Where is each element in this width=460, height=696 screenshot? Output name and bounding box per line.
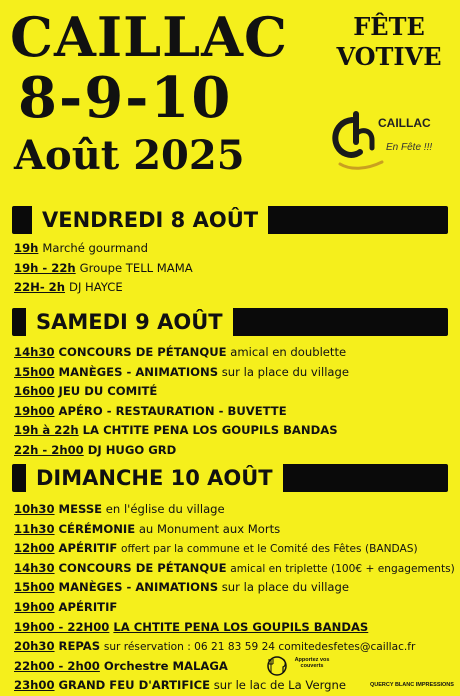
town-title: CAILLAC — [10, 5, 288, 69]
fete-votive-heading — [330, 12, 448, 72]
event-time: 22H- 2h — [14, 280, 66, 295]
event-time: 19h00 — [14, 403, 55, 418]
printer-credit: QUERCY BLANC IMPRESSIONS — [370, 682, 454, 688]
event-name: LA CHTITE PENA LOS GOUPILS BANDAS — [82, 423, 338, 438]
event-name: APÉRITIF — [58, 541, 118, 556]
events-dimanche — [14, 500, 455, 696]
event-row — [14, 618, 450, 638]
logo-name: CAILLAC — [378, 116, 431, 130]
event-time: 14h30 — [14, 560, 55, 575]
event-row — [14, 520, 450, 540]
event-row — [14, 441, 450, 461]
event-time: 12h00 — [14, 541, 55, 556]
events-samedi — [14, 343, 450, 461]
event-name: MANÈGES - ANIMATIONS — [58, 364, 219, 379]
event-time: 19h à 22h — [14, 423, 79, 438]
event-time: 20h30 — [14, 639, 55, 654]
votive-label: VOTIVE — [336, 42, 442, 71]
event-desc: sur la place du village — [221, 580, 350, 595]
event-row — [14, 539, 450, 559]
event-time: 22h - 2h00 — [14, 442, 84, 457]
event-name: GRAND FEU D'ARTIFICE — [58, 678, 211, 693]
event-desc: Orchestre MALAGA — [103, 658, 228, 673]
event-desc: Groupe TELL MAMA — [79, 260, 193, 275]
event-name: CONCOURS DE PÉTANQUE — [58, 345, 227, 359]
day-title: DIMANCHE 10 AOÛT — [26, 464, 283, 492]
event-desc: au Monument aux Morts — [138, 521, 281, 536]
event-row — [14, 598, 450, 618]
logo-mark-icon — [326, 108, 386, 178]
event-time: 16h00 — [14, 384, 55, 399]
event-time: 15h00 — [14, 580, 55, 595]
events-vendredi — [14, 239, 450, 298]
event-row — [14, 363, 450, 383]
logo-tagline: En Fête !!! — [386, 142, 433, 153]
event-row — [14, 559, 455, 579]
event-row — [14, 259, 450, 279]
event-time: 15h00 — [14, 364, 55, 379]
event-desc: amical en triplette (100€ + engagements) — [230, 562, 455, 575]
fete-label: FÊTE — [353, 12, 425, 41]
cutlery-icon — [262, 655, 292, 677]
event-time: 19h — [14, 241, 39, 255]
event-name: MANÈGES - ANIMATIONS — [58, 580, 219, 595]
event-desc: sur la place du village — [221, 364, 350, 379]
event-desc: sur réservation : 06 21 83 59 24 comitedesfetes@caillac.fr — [103, 641, 416, 654]
day-banner-vendredi — [12, 206, 448, 234]
event-row — [14, 343, 450, 363]
event-name: MESSE — [58, 502, 103, 516]
event-row — [14, 382, 450, 402]
event-time: 11h30 — [14, 521, 55, 536]
event-desc: amical en doublette — [230, 345, 347, 359]
event-desc: Marché gourmand — [42, 241, 149, 255]
event-name: LA CHTITE PENA LOS GOUPILS BANDAS — [113, 619, 369, 634]
event-time: 10h30 — [14, 502, 55, 516]
event-name: CONCOURS DE PÉTANQUE — [58, 560, 227, 575]
event-time: 19h00 — [14, 599, 55, 614]
event-time: 22h00 - 2h00 — [14, 658, 100, 673]
month-year-title: Août 2025 — [14, 132, 245, 179]
event-name: APÉRITIF — [58, 599, 118, 614]
event-time: 19h00 - 22H00 — [14, 619, 110, 634]
event-row — [14, 239, 450, 259]
event-name: DJ HUGO GRD — [87, 442, 177, 457]
event-desc: offert par la commune et le Comité des Fêtes (BANDAS) — [121, 543, 418, 556]
day-banner-dimanche — [12, 464, 448, 492]
event-name: CÉRÉMONIE — [58, 521, 136, 536]
event-row — [14, 637, 450, 657]
event-time: 14h30 — [14, 345, 55, 359]
event-row — [14, 278, 450, 298]
event-row — [14, 402, 450, 422]
event-time: 19h - 22h — [14, 260, 76, 275]
dates-title: 8-9-10 — [18, 65, 233, 131]
event-row — [14, 657, 450, 677]
event-row — [14, 421, 450, 441]
event-name: APÉRO - RESTAURATION - BUVETTE — [58, 403, 287, 418]
day-title: SAMEDI 9 AOÛT — [26, 308, 233, 336]
event-row — [14, 500, 450, 520]
repas-note: Apportez vos couverts — [294, 657, 330, 669]
day-banner-samedi — [12, 308, 448, 336]
day-title: VENDREDI 8 AOÛT — [32, 206, 268, 234]
event-name: JEU DU COMITÉ — [58, 384, 158, 399]
event-desc: sur le lac de La Vergne — [213, 678, 346, 693]
event-desc: DJ HAYCE — [69, 280, 123, 295]
event-time: 23h00 — [14, 678, 55, 693]
event-desc: en l'église du village — [105, 502, 225, 516]
event-row — [14, 578, 450, 598]
caillac-logo — [326, 108, 452, 178]
event-name: REPAS — [58, 639, 101, 654]
